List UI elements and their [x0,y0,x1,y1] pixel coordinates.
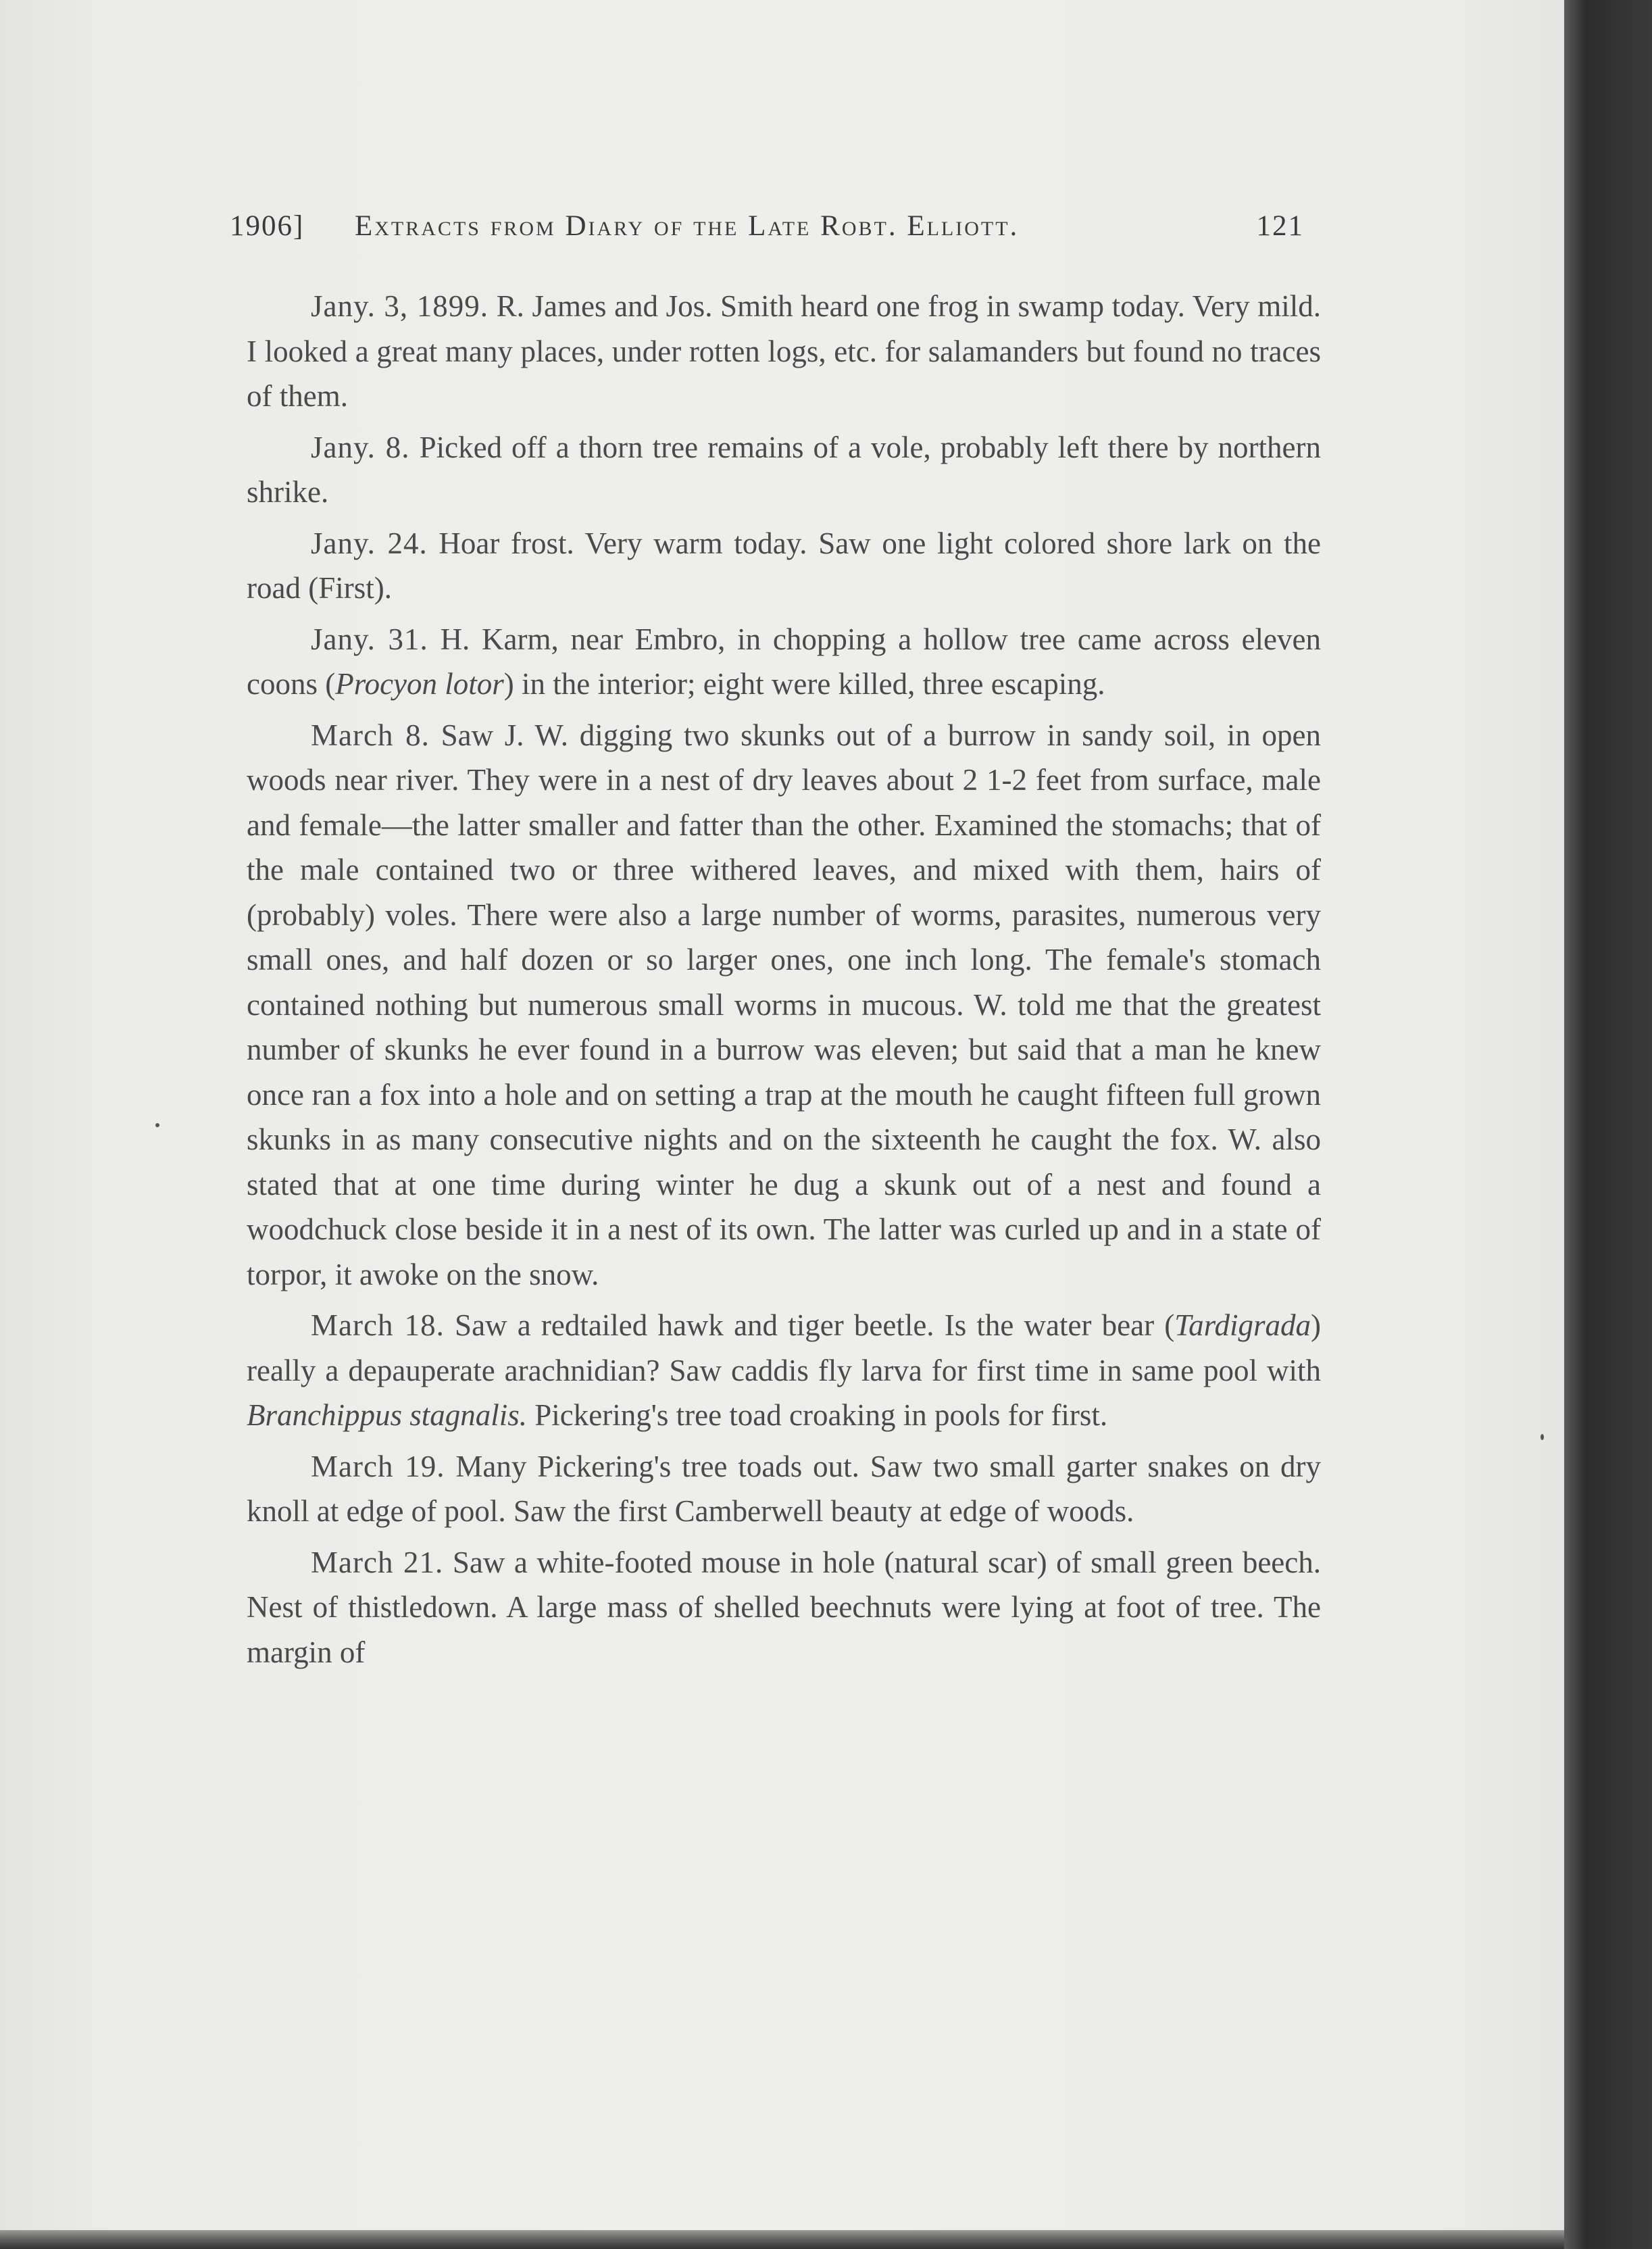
entry-date: Jany. 24. [311,526,428,560]
entry-text-end: Pickering's tree toad croaking in pools for first. [527,1398,1108,1432]
entry-text: Hoar frost. Very warm today. Saw one light colored shore lark on the road (First). [247,526,1322,605]
entry-text: R. James and Jos. Smith heard one frog in swamp today. Very mild. I looked a great many places, under rotten logs, etc. for salamanders but found no traces of them. [247,289,1321,413]
entry-date: Jany. 31. [311,622,428,656]
diary-text [247,284,1321,1675]
margin-speck [155,1123,159,1127]
entry-jany-31 [247,617,1321,707]
entry-text-cont: ) in the interior; eight were killed, three escaping. [503,667,1105,701]
entry-march-21 [247,1540,1321,1675]
entry-text: Saw a redtailed hawk and tiger beetle. Is the water bear ( [455,1308,1175,1342]
entry-text-cont: ) really a depauperate arachnidian? Saw caddis fly larva for first time in same pool with [247,1308,1321,1387]
entry-text: Many Pickering's tree toads out. Saw two small garter snakes on dry knoll at edge of pool. Saw the first Camberwell beauty at edge of woods. [247,1449,1322,1528]
margin-speck [1541,1434,1544,1440]
entry-jany-3 [247,284,1321,419]
entry-jany-24 [247,521,1321,611]
entry-date: March 18. [311,1308,445,1342]
entry-march-8 [247,713,1321,1298]
running-header [230,203,1311,257]
page-number: 121 [1256,210,1304,242]
entry-text: Saw a white-footed mouse in hole (natural scar) of small green beech. Nest of thistledown. A large mass of shelled beechnuts were lying at foot of tree. The margin of [247,1545,1321,1669]
binding-edge [1564,0,1652,2249]
taxon-name: Tardigrada [1174,1308,1311,1342]
entry-march-18 [247,1303,1321,1438]
header-title: Extracts from Diary of the Late Robt. Elliott. [355,210,1020,242]
species-name: Procyon lotor [335,667,504,701]
entry-text: H. Karm, near Embro, in chopping a hollow tree came across eleven coons ( [247,622,1321,701]
entry-text: Picked off a thorn tree remains of a vole, probably left there by northern shrike. [247,430,1321,509]
entry-date: March 21. [311,1545,444,1579]
scan-bottom-edge [0,2230,1564,2249]
header-year: 1906] [230,210,305,242]
entry-text: Saw J. W. digging two skunks out of a burrow in sandy soil, in open woods near river. They were in a nest of dry leaves about 2 1-2 feet from surface, male and female—the latter smaller and fatter than the other. Examined the stomachs; that of the male contained two or three withered leaves, and mixed with them, hairs of (probably) voles. There were also a large number of worms, parasites, numerous very small ones, and half dozen or so larger ones, one inch long. The female's stomach contained nothing but numerous small worms in mucous. W. told me that the greatest number of skunks he ever found in a burrow was eleven; but said that a man he knew once ran a fox into a hole and on setting a trap at the mouth he caught fifteen full grown skunks in as many consecutive nights and on the sixteenth he caught the fox. W. also stated that at one time during winter he dug a skunk out of a nest and found a woodchuck close beside it in a nest of its own. The latter was curled up and in a state of torpor, it awoke on the snow. [247,718,1322,1291]
entry-date: March 8. [311,718,430,752]
entry-date: March 19. [311,1449,445,1483]
entry-date: Jany. 3, 1899. [311,289,489,323]
entry-date: Jany. 8. [311,430,410,464]
species-name: Branchippus stagnalis. [247,1398,528,1432]
entry-march-19 [247,1444,1321,1534]
entry-jany-8 [247,425,1321,515]
